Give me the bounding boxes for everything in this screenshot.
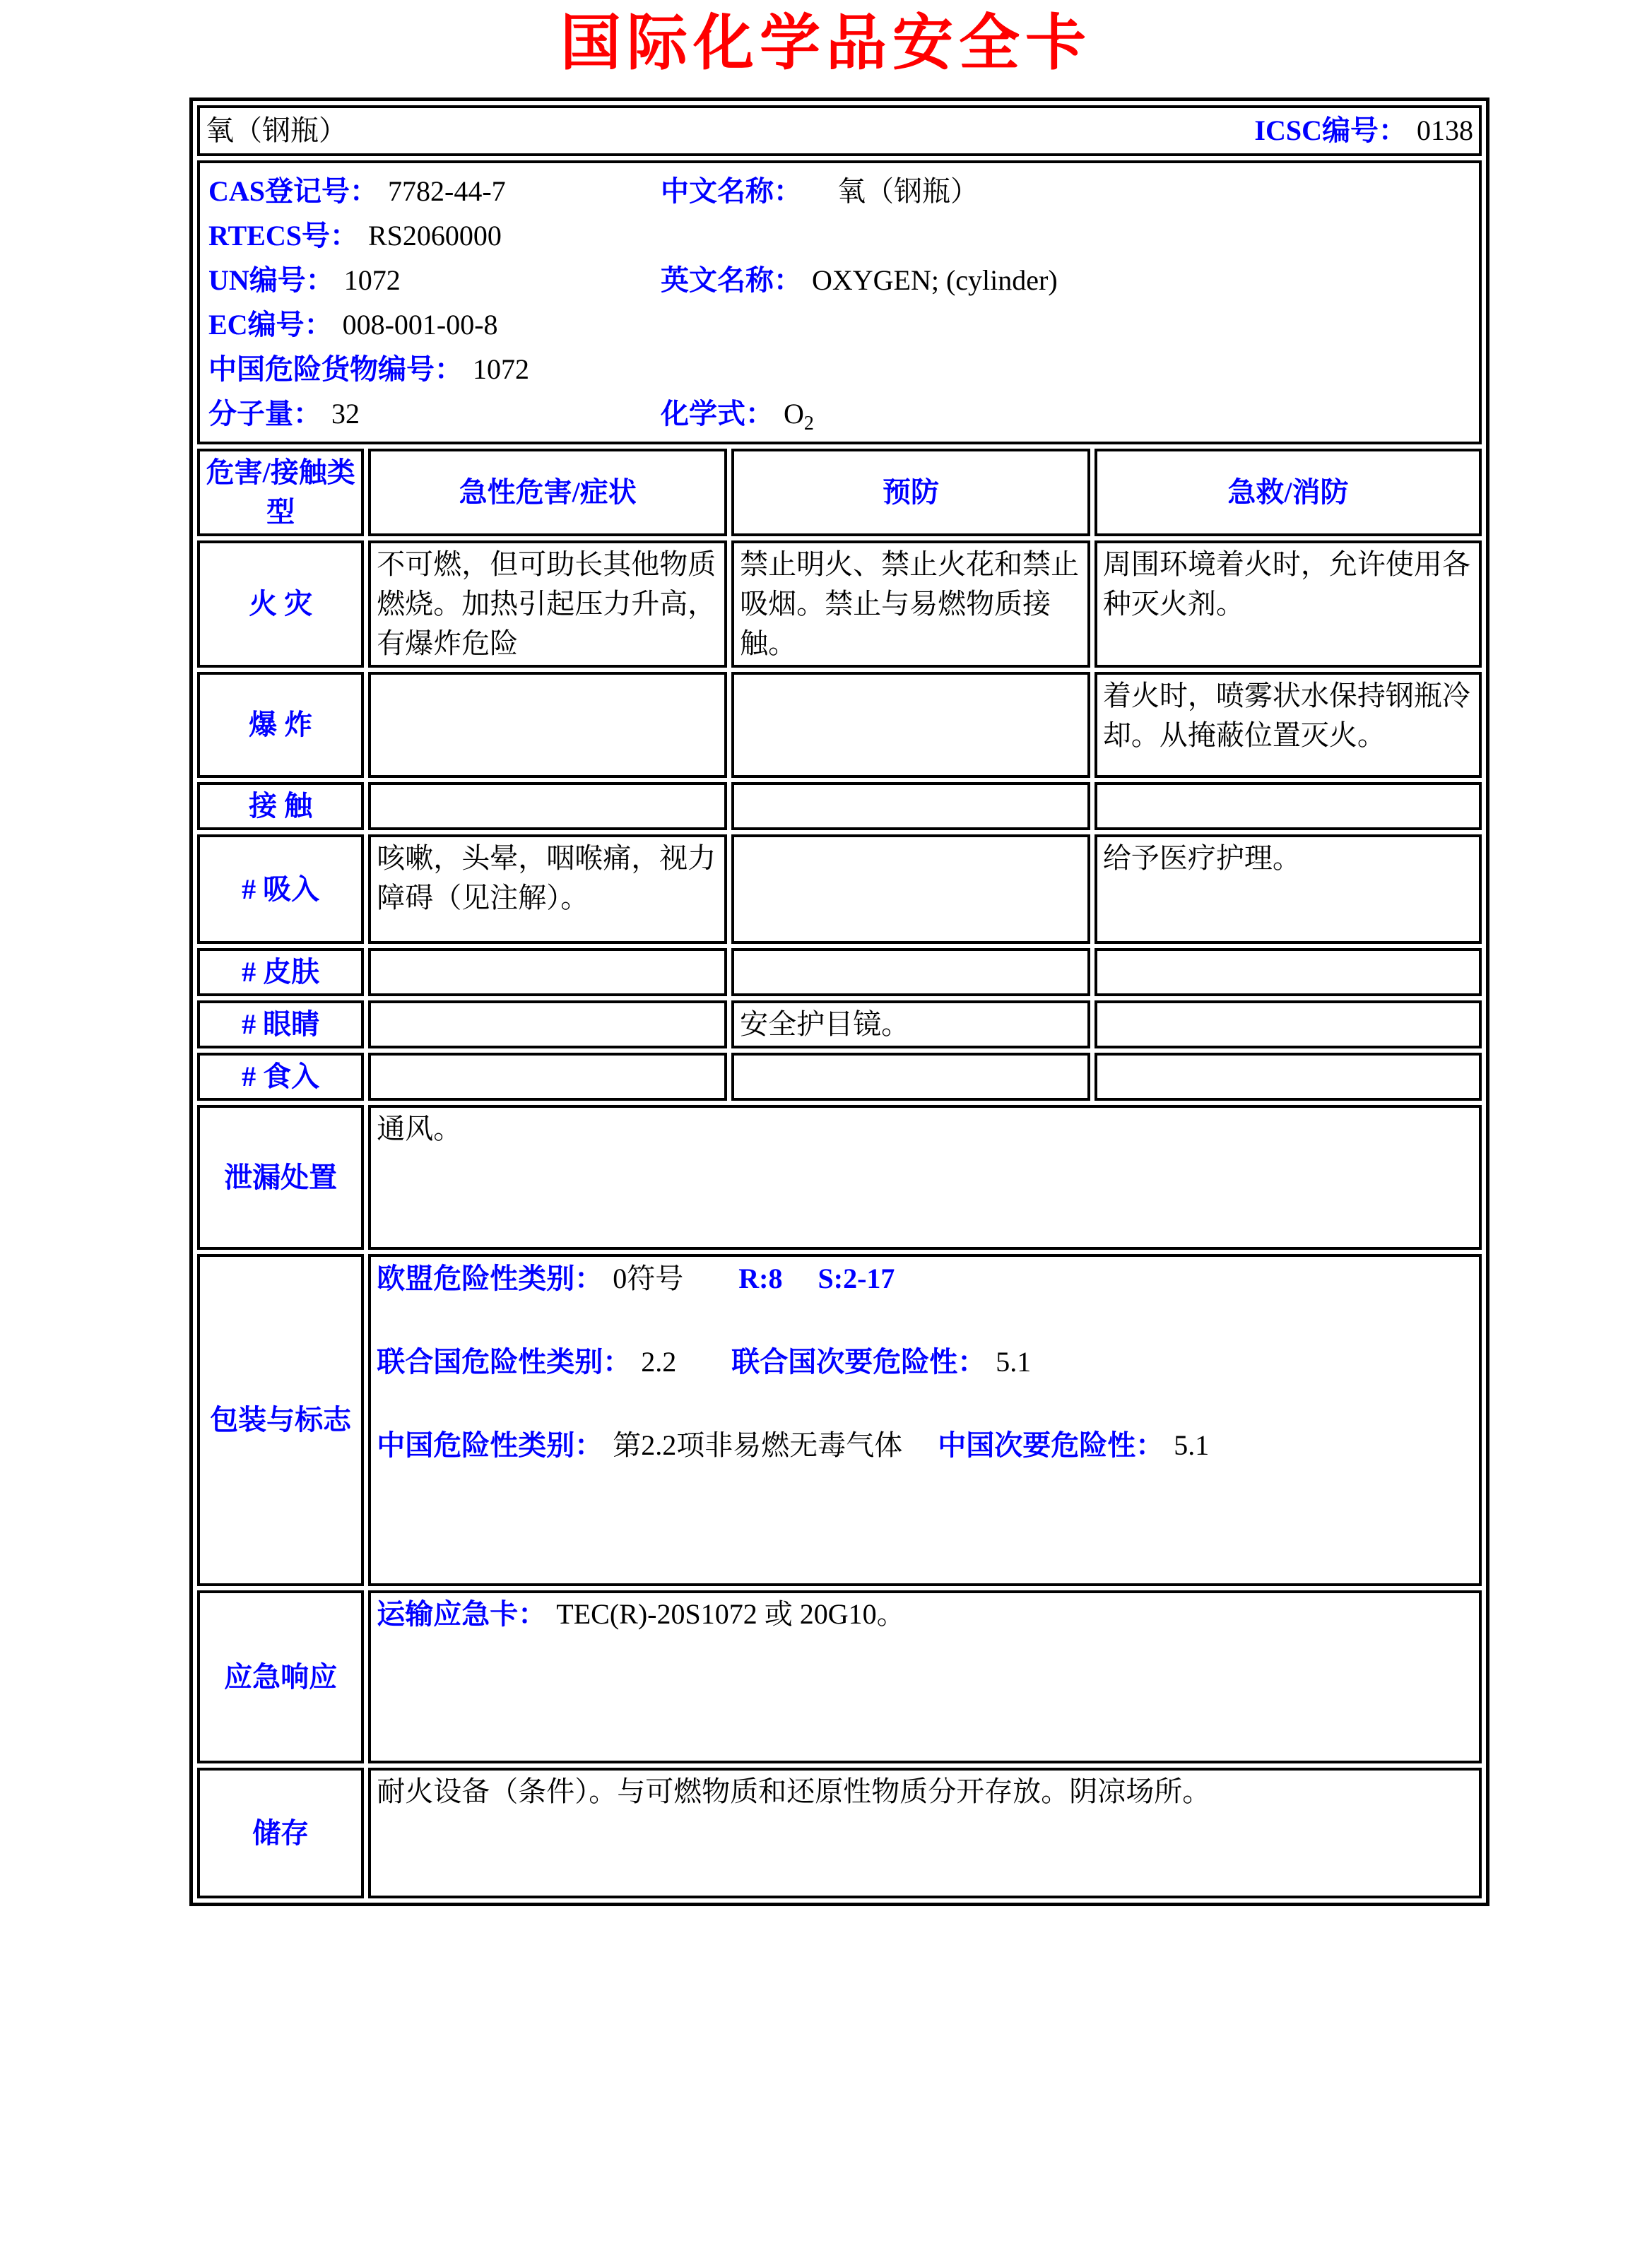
explosion-response-cell: 着火时，喷雾状水保持钢瓶冷却。从掩蔽位置灭火。 <box>1095 672 1482 778</box>
eyes-response-cell <box>1095 1000 1482 1048</box>
ec-number-line <box>208 302 661 347</box>
contact-prevention-cell <box>731 782 1090 830</box>
english-name-value: OXYGEN; (cylinder) <box>812 264 1058 296</box>
emergency-row <box>197 1590 1482 1763</box>
skin-label: # 皮肤 <box>197 948 364 996</box>
hazard-header-row <box>197 449 1482 536</box>
cas-number-value: 7782-44-7 <box>388 175 506 207</box>
ingestion-label: # 食入 <box>197 1053 364 1101</box>
skin-row <box>197 948 1482 996</box>
packaging-row <box>197 1254 1482 1586</box>
china-dg-number-line <box>208 347 661 391</box>
chinese-name-label: 中文名称： <box>661 175 802 207</box>
chemical-formula-base: O <box>784 398 804 430</box>
substance-header-row <box>197 105 1482 156</box>
english-name-label: 英文名称： <box>661 264 802 296</box>
rtecs-number-label: RTECS号： <box>208 220 358 252</box>
eyes-row <box>197 1000 1482 1048</box>
china-dg-number-value: 1072 <box>473 353 529 385</box>
eyes-symptoms-cell <box>368 1000 727 1048</box>
eyes-label: # 眼睛 <box>197 1000 364 1048</box>
chemical-formula-line <box>661 391 1470 436</box>
substance-header-cell <box>197 105 1482 156</box>
contact-row <box>197 782 1482 830</box>
substance-name: 氧（钢瓶） <box>206 114 347 146</box>
fire-label: 火 灾 <box>197 540 364 668</box>
header-acute-hazards: 急性危害/症状 <box>368 449 727 536</box>
packaging-label: 包装与标志 <box>197 1254 364 1586</box>
contact-label: 接 触 <box>197 782 364 830</box>
fire-symptoms-cell: 不可燃，但可助长其他物质燃烧。加热引起压力升高，有爆炸危险 <box>368 540 727 668</box>
cn-subsidiary-risk-label: 中国次要危险性： <box>938 1429 1164 1461</box>
cn-hazard-class-label: 中国危险性类别： <box>377 1429 603 1461</box>
eu-hazard-class-label: 欧盟危险性类别： <box>377 1263 603 1294</box>
contact-response-cell <box>1095 782 1482 830</box>
inhalation-label: # 吸入 <box>197 834 364 944</box>
chemical-formula-label: 化学式： <box>661 398 774 430</box>
un-number-value: 1072 <box>343 264 401 296</box>
spill-label: 泄漏处置 <box>197 1105 364 1250</box>
inhalation-row <box>197 834 1482 944</box>
spill-content-cell: 通风。 <box>368 1105 1482 1250</box>
fire-response-cell: 周围环境着火时，允许使用各种灭火剂。 <box>1095 540 1482 668</box>
identification-right-column <box>661 169 1470 436</box>
identification-row <box>197 160 1482 444</box>
inhalation-response-cell: 给予医疗护理。 <box>1095 834 1482 944</box>
explosion-row <box>197 672 1482 778</box>
icsc-number-label: ICSC编号： <box>1254 114 1407 146</box>
un-number-label: UN编号： <box>208 264 334 296</box>
skin-symptoms-cell <box>368 948 727 996</box>
un-subsidiary-risk-label: 联合国次要危险性： <box>731 1346 986 1378</box>
explosion-prevention-cell <box>731 672 1090 778</box>
cas-number-label: CAS登记号： <box>208 175 379 207</box>
eu-hazard-class-value: 0符号 <box>613 1263 684 1294</box>
ingestion-response-cell <box>1095 1053 1482 1101</box>
emergency-label: 应急响应 <box>197 1590 364 1763</box>
identification-left-column <box>208 169 661 436</box>
eu-s-phrase: S:2-17 <box>818 1263 895 1294</box>
transport-emergency-card-label: 运输应急卡： <box>377 1598 547 1630</box>
cn-hazard-class-value: 第2.2项非易燃无毒气体 <box>613 1429 903 1461</box>
header-first-aid: 急救/消防 <box>1095 449 1482 536</box>
explosion-symptoms-cell <box>368 672 727 778</box>
skin-prevention-cell <box>731 948 1090 996</box>
eu-r-phrase: R:8 <box>738 1263 783 1294</box>
fire-prevention-cell: 禁止明火、禁止火花和禁止吸烟。禁止与易燃物质接触。 <box>731 540 1090 668</box>
chinese-name-line <box>661 169 1470 213</box>
header-prevention: 预防 <box>731 449 1090 536</box>
icsc-number-value: 0138 <box>1417 114 1473 146</box>
emergency-content-cell <box>368 1590 1482 1763</box>
storage-content-cell: 耐火设备（条件）。与可燃物质和还原性物质分开存放。阴凉场所。 <box>368 1768 1482 1898</box>
rtecs-number-line <box>208 213 661 258</box>
chemical-formula-subscript: 2 <box>803 413 814 435</box>
ingestion-prevention-cell <box>731 1053 1090 1101</box>
explosion-label: 爆 炸 <box>197 672 364 778</box>
identification-cell <box>197 160 1482 444</box>
fire-row <box>197 540 1482 668</box>
cn-subsidiary-risk-value: 5.1 <box>1174 1429 1210 1461</box>
molecular-weight-value: 32 <box>331 398 360 430</box>
inhalation-prevention-cell <box>731 834 1090 944</box>
inhalation-symptoms-cell: 咳嗽，头晕，咽喉痛，视力障碍（见注解）。 <box>368 834 727 944</box>
un-number-line <box>208 258 661 302</box>
packaging-content-cell <box>368 1254 1482 1586</box>
un-hazard-class-line <box>377 1342 1473 1383</box>
page-title: 国际化学品安全卡 <box>560 9 1092 77</box>
un-subsidiary-risk-value: 5.1 <box>996 1346 1032 1378</box>
china-dg-number-label: 中国危险货物编号： <box>208 353 463 385</box>
chinese-name-value: 氧（钢瓶） <box>837 175 979 207</box>
spill-row <box>197 1105 1482 1250</box>
molecular-weight-label: 分子量： <box>208 398 321 430</box>
molecular-weight-line <box>208 391 661 436</box>
contact-symptoms-cell <box>368 782 727 830</box>
cn-hazard-class-line <box>377 1425 1473 1466</box>
ec-number-value: 008-001-00-8 <box>342 309 498 341</box>
cas-number-line <box>208 169 661 213</box>
un-hazard-class-label: 联合国危险性类别： <box>377 1346 632 1378</box>
un-hazard-class-value: 2.2 <box>641 1346 677 1378</box>
header-hazard-type: 危害/接触类型 <box>197 449 364 536</box>
eu-hazard-class-line <box>377 1258 1473 1299</box>
skin-response-cell <box>1095 948 1482 996</box>
storage-row <box>197 1768 1482 1898</box>
eyes-prevention-cell: 安全护目镜。 <box>731 1000 1090 1048</box>
ingestion-row <box>197 1053 1482 1101</box>
ec-number-label: EC编号： <box>208 309 333 341</box>
storage-label: 储存 <box>197 1768 364 1898</box>
ingestion-symptoms-cell <box>368 1053 727 1101</box>
rtecs-number-value: RS2060000 <box>367 220 502 252</box>
english-name-line <box>661 258 1470 302</box>
icsc-number <box>1254 111 1473 150</box>
transport-emergency-card-value: TEC(R)-20S1072 或 20G10。 <box>556 1598 905 1630</box>
icsc-card-table <box>189 97 1489 1906</box>
